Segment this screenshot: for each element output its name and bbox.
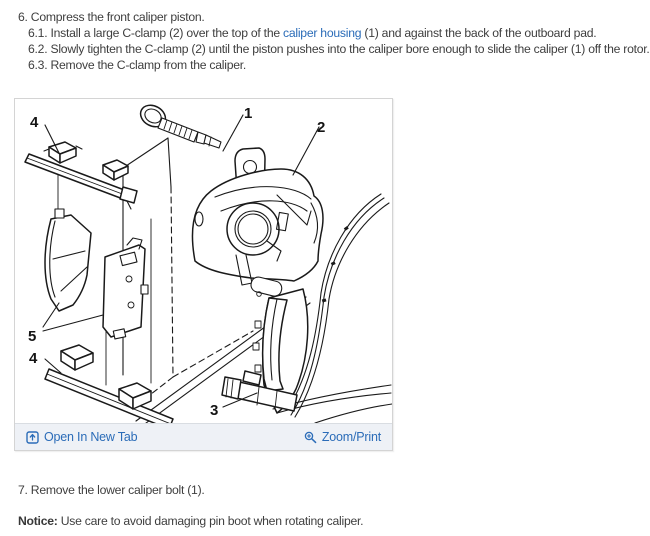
callout-2: 2 xyxy=(317,119,326,136)
caliper-diagram-svg xyxy=(15,99,392,423)
brake-pads-drawing xyxy=(45,209,148,339)
caliper-exploded-diagram xyxy=(15,99,392,423)
upper-retainer-clip-drawing xyxy=(25,142,137,209)
notice-text: Use care to avoid damaging pin boot when rotating caliper. xyxy=(57,514,364,528)
callout-5: 5 xyxy=(28,328,37,345)
notice-line xyxy=(18,513,650,529)
caliper-housing-drawing xyxy=(192,148,323,298)
figure-footer-bar xyxy=(15,423,392,450)
open-in-new-tab-link[interactable] xyxy=(26,430,137,444)
step-6-1-post: (1) and against the back of the outboard pad. xyxy=(361,26,597,40)
caliper-lower-leg xyxy=(222,289,308,413)
step-6-2-line: 6.2. Slowly tighten the C-clamp (2) until the piston pushes into the caliper bore enough to slide the caliper (1) off the rotor. xyxy=(28,42,650,56)
step-7-line: 7. Remove the lower caliper bolt (1). xyxy=(18,483,205,497)
open-in-new-tab-label: Open In New Tab xyxy=(44,430,138,444)
notice-label: Notice: xyxy=(18,514,58,528)
zoom-print-label: Zoom/Print xyxy=(321,430,381,444)
callout-3: 3 xyxy=(210,402,219,419)
step-6-3-line: 6.3. Remove the C-clamp from the caliper. xyxy=(28,58,247,72)
lower-retainer-clip-drawing xyxy=(45,345,173,423)
caliper-diagram-panel xyxy=(14,98,393,451)
post-figure-text xyxy=(18,482,650,529)
step-6-instructions xyxy=(0,0,650,73)
callout-1: 1 xyxy=(244,105,253,122)
zoom-icon xyxy=(304,431,317,444)
step-6-1-line xyxy=(28,25,650,41)
caliper-housing-link[interactable]: caliper housing xyxy=(283,26,362,40)
callout-4-bottom: 4 xyxy=(29,350,38,367)
open-in-new-tab-icon xyxy=(26,431,39,444)
callout-4-top: 4 xyxy=(30,114,39,131)
step-6-1-pre: 6.1. Install a large C-clamp (2) over the top of the xyxy=(28,26,284,40)
zoom-print-link[interactable] xyxy=(304,430,381,444)
caliper-bolt-drawing xyxy=(137,101,221,148)
step-6-line: 6. Compress the front caliper piston. xyxy=(18,10,205,24)
